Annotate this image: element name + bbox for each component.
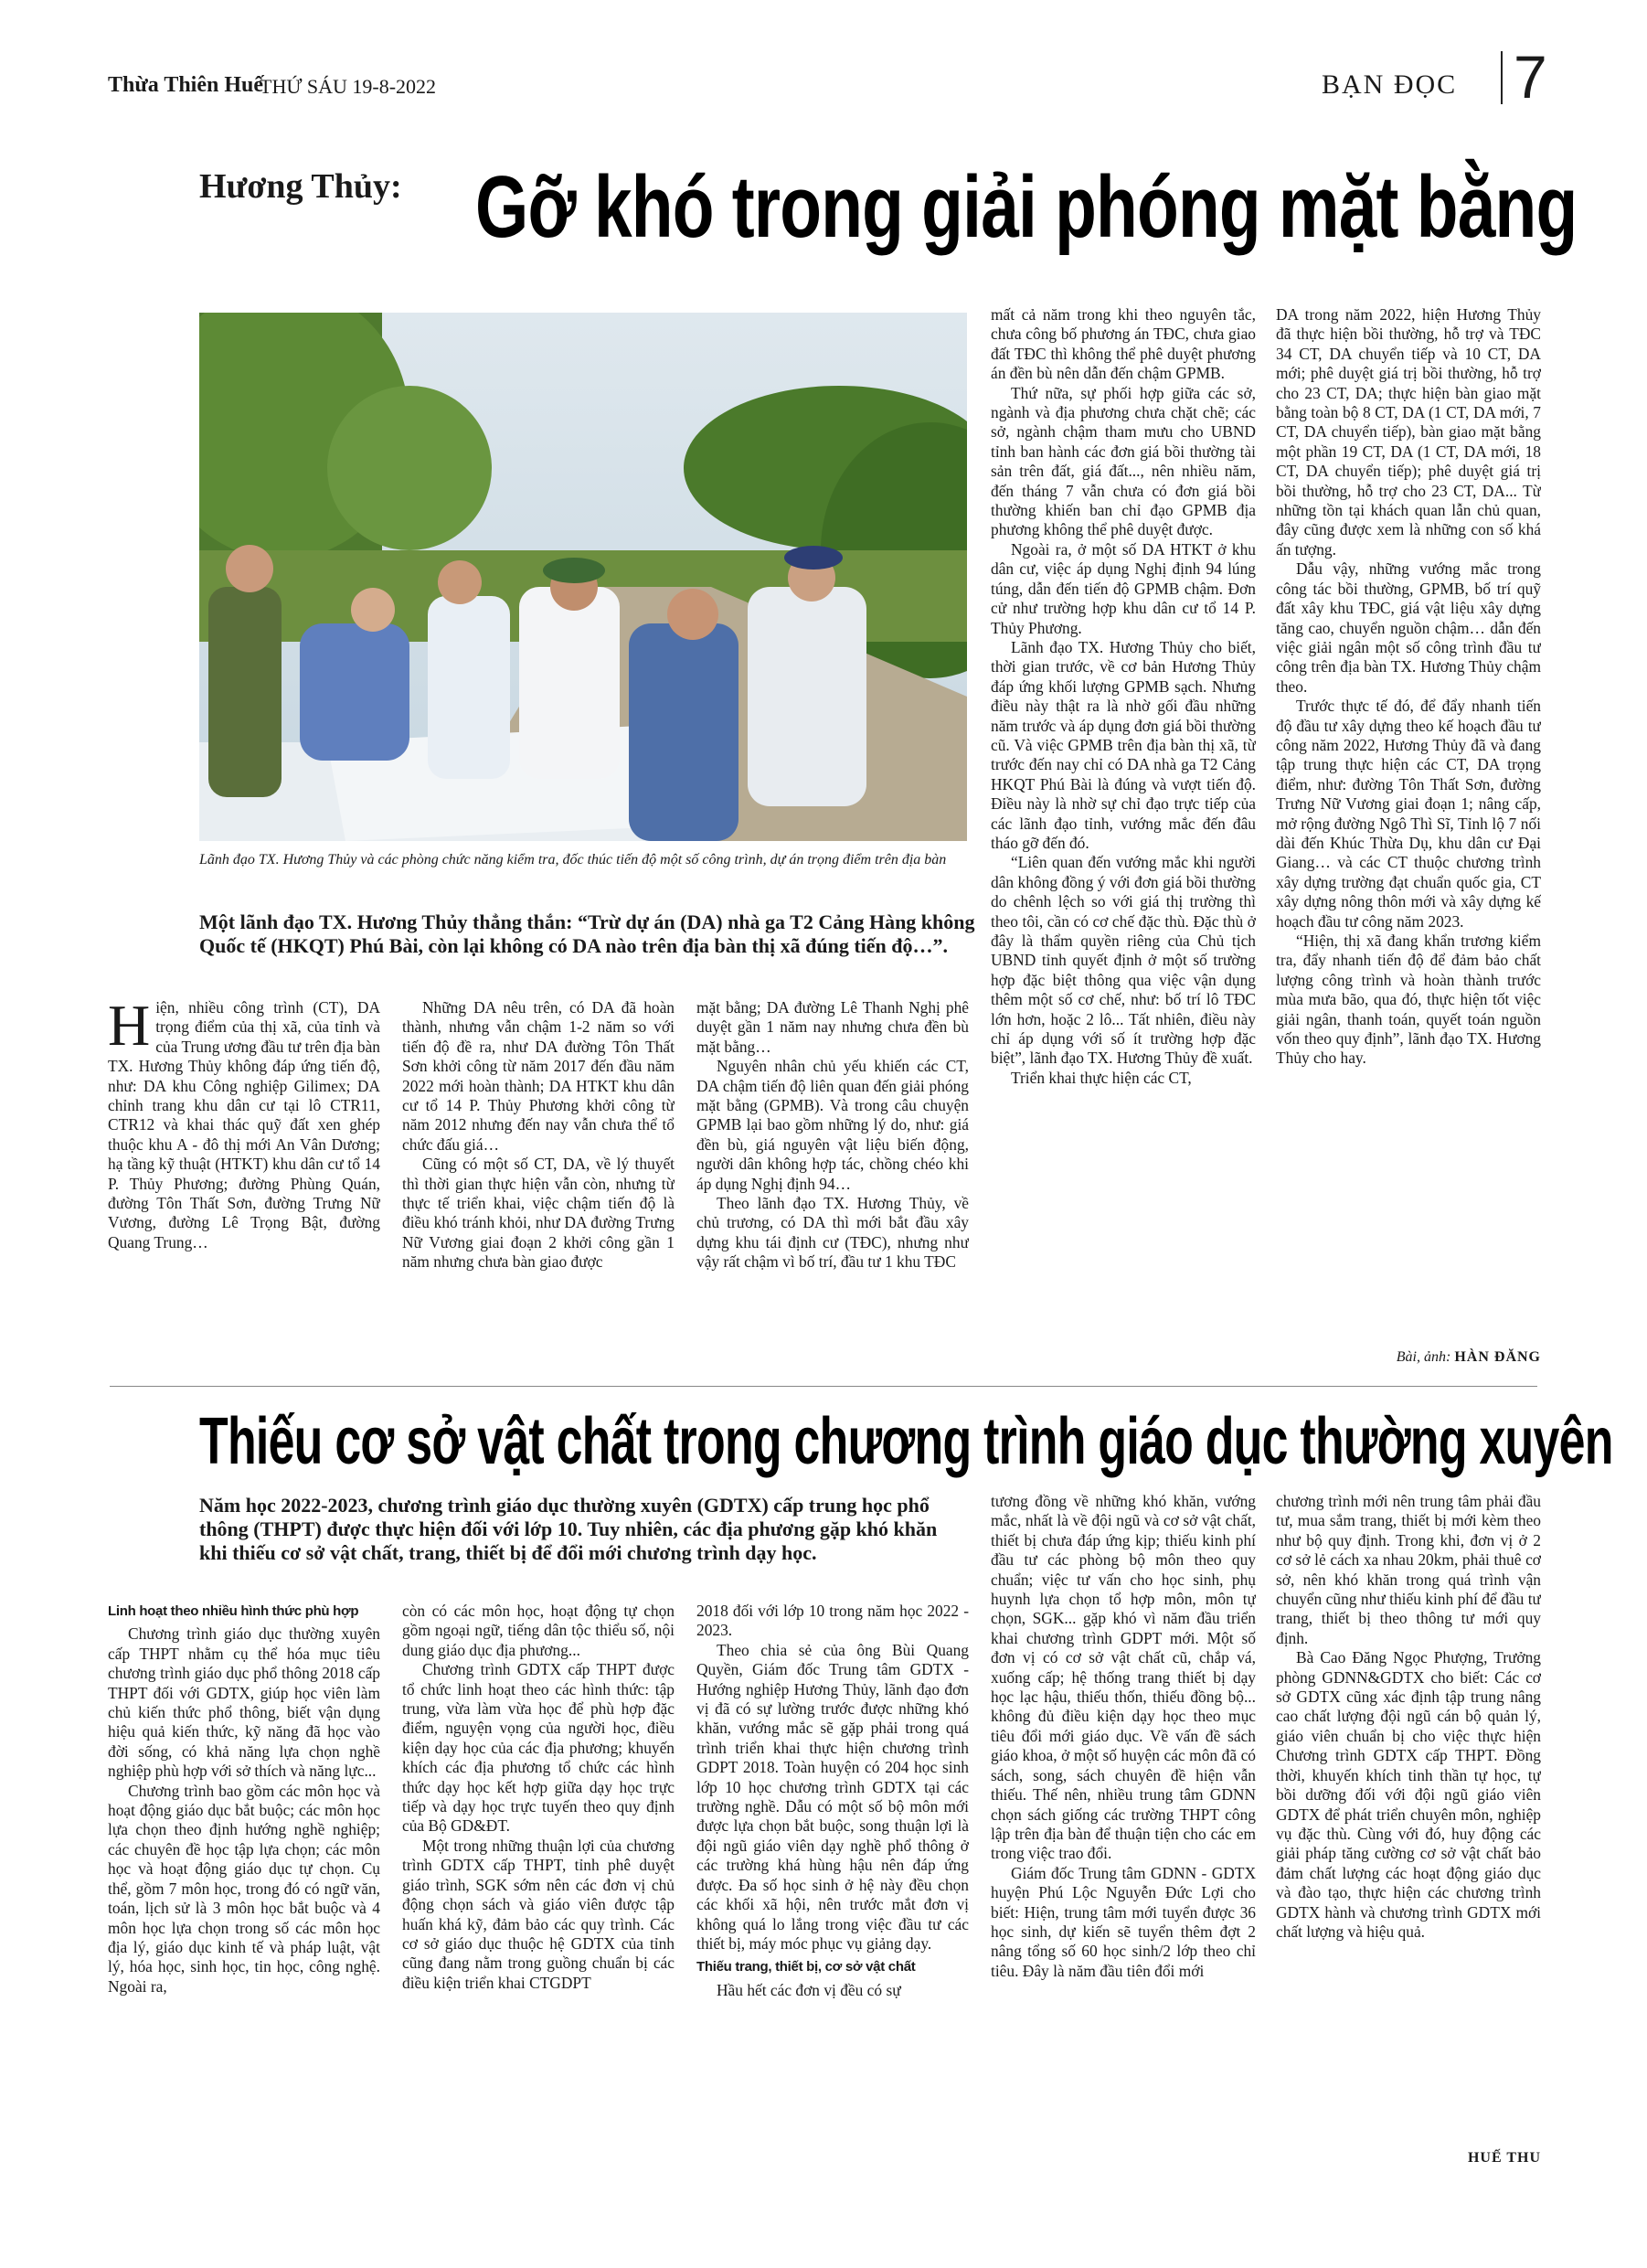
byline-author: HÀN ĐĂNG (1454, 1349, 1541, 1365)
drop-cap: H (108, 998, 151, 1058)
paragraph: Trước thực tế đó, để đẩy nhanh tiến độ đầu tư xây dựng theo kế hoạch đầu tư công năm 2022, Hương Thủy đã và đang tập trung thực hiện các CT, DA trọng điểm, như: đường Tôn Thất Sơn, đường Trưng Nữ Vương giai đoạn 1; nâng cấp, mở rộng đường Ngô Thì Sĩ, Tỉnh lộ 7 nối dài đến Khúc Thừa Dụ, khu dân cư Đại Giang… và các CT thuộc chương trình xây dựng trường đạt chuẩn quốc gia, CT xây dựng nông thôn mới và xây dựng kế hoạch đầu tư công năm 2023. (1276, 697, 1541, 931)
article-column-2 (402, 998, 675, 1379)
article-column-2 (402, 1602, 675, 2150)
paragraph: Nguyên nhân chủ yếu khiến các CT, DA chậm tiến độ liên quan đến giải phóng mặt bằng (GPMB). Và trong câu chuyện GPMB lại bao gồm những lý do, như: giá đền bù, giá nguyên vật liệu biến động, người dân không hợp tác, chồng chéo khi áp dụng Nghị định 94… (696, 1057, 969, 1193)
section-divider (1501, 51, 1503, 104)
paragraph: DA trong năm 2022, hiện Hương Thủy đã thực hiện bồi thường, hỗ trợ và TĐC 34 CT, DA chuyển tiếp và 10 CT, DA mới; phê duyệt giá trị bồi thường, hỗ trợ cho 23 CT, DA; thực hiện bàn giao mặt bằng toàn bộ 8 CT, DA (1 CT, DA mới, 7 CT, DA chuyển tiếp), bàn giao mặt bằng một phần 19 CT, DA (1 CT, DA mới, 18 CT, DA chuyển tiếp); phê duyệt giá trị bồi thường, hỗ trợ cho 23 CT, DA... Từ những tồn tại khách quan lẫn chủ quan, đây cũng được xem là những con số khá ấn tượng. (1276, 305, 1541, 559)
article-headline: Gỡ khó trong giải phóng mặt bằng (475, 158, 1578, 256)
paragraph: Hầu hết các đơn vị đều có sự (717, 1980, 901, 1999)
photo-illustration (199, 313, 967, 841)
paragraph: “Liên quan đến vướng mắc khi người dân không đồng ý với đơn giá bồi thường do chênh lệch so với giá thị trường thì theo tôi, cần có cơ chế đặc thù. Đặc thù ở đây là thẩm quyền riêng của Chủ tịch UBND tỉnh quyết định ở một số trường hợp đặc biệt thông qua việc vận dụng thêm một số cơ chế, như: bố trí lô TĐC lớn hơn, hoặc 2 lô... Tất nhiên, điều này chỉ áp dụng với số ít trường hợp đặc biệt”, lãnh đạo TX. Hương Thủy đề xuất. (991, 853, 1256, 1068)
paragraph: Dẫu vậy, những vướng mắc trong công tác bồi thường, GPMB, bố trí quỹ đất xây khu TĐC, giá vật liệu xây dựng tăng cao, chuyển nguồn chậm… dẫn đến việc giải ngân một số công trình đầu tư công trên địa bàn TX. Hương Thủy chậm theo. (1276, 559, 1541, 696)
article-byline (1280, 2150, 1541, 2167)
news-photo (199, 313, 967, 841)
article-column-1 (108, 1602, 380, 2150)
paragraph: chương trình mới nên trung tâm phải đầu tư, mua sắm trang, thiết bị mới kèm theo như bộ quy định. Trong khi, đơn vị ở 2 cơ sở lẻ cách xa nhau 20km, phải thuê cơ sở, nên khó khăn trong quá trình vận chuyển cũng như thiếu kinh phí để đầu tư trang, thiết bị theo thông tư mới quy định. (1276, 1492, 1541, 1647)
paragraph: Thứ nữa, sự phối hợp giữa các sở, ngành và địa phương chưa chặt chẽ; các sở, ngành chậm tham mưu cho UBND tỉnh ban hành các đơn giá bồi thường tài sản trên đất, giá đất..., nên nhiều năm, đến tháng 7 vẫn chưa có đơn giá bồi thường khiến ban chỉ đạo GPMB địa phương không thể phê duyệt được. (991, 383, 1256, 539)
paragraph (108, 998, 380, 1252)
issue-date: THỨ SÁU 19-8-2022 (260, 75, 437, 98)
page-number: 7 (1514, 43, 1547, 111)
article-column-3 (696, 1602, 969, 2150)
article-byline (1280, 1349, 1541, 1366)
photo-caption: Lãnh đạo TX. Hương Thủy và các phòng chức năng kiểm tra, đốc thúc tiến độ một số công trình, dự án trọng điểm trên địa bàn (199, 852, 947, 868)
paragraph: Một trong những thuận lợi của chương trình GDTX cấp THPT, tỉnh phê duyệt giáo trình, SGK sớm nên các đơn vị chủ động chọn sách và giáo viên được tập huấn khá kỹ, đảm bảo các quy trình. Các cơ sở giáo dục thuộc hệ GDTX của tỉnh cũng đang nằm trong guồng chuẩn bị các điều kiện triển khai CTGDPT (402, 1836, 675, 1992)
paragraph: Triển khai thực hiện các CT, (1011, 1068, 1192, 1087)
byline-prefix: Bài, ảnh: (1396, 1349, 1451, 1365)
section-subhead: Thiếu trang, thiết bị, cơ sở vật chất (696, 1959, 916, 1975)
paragraph: Cũng có một số CT, DA, về lý thuyết thì thời gian thực hiện vẫn còn, nhưng từ thực tế triển khai, việc chậm tiến độ là điều khó tránh khỏi, như DA đường Trưng Nữ Vương giai đoạn 2 khởi công gần 1 năm nhưng chưa bàn giao được (402, 1155, 675, 1272)
paragraph: “Hiện, thị xã đang khẩn trương kiểm tra, đẩy nhanh tiến độ để đảm bảo chất lượng công trình và hoàn thành trước mùa mưa bão, qua đó, thực hiện tốt việc giải ngân, thanh toán, quyết toán nguồn vốn theo quy định”, lãnh đạo TX. Hương Thủy cho hay. (1276, 932, 1541, 1068)
paragraph: Những DA nêu trên, có DA đã hoàn thành, nhưng vẫn chậm 1-2 năm so với tiến độ đề ra, như DA đường Tôn Thất Sơn khởi công từ năm 2017 đến đầu năm 2022 mới hoàn thành; DA HTKT khu dân cư tổ 14 P. Thủy Phương khởi công từ năm 2012 nhưng đến nay vẫn chưa thể tổ chức đấu giá… (402, 998, 675, 1154)
paragraph: Chương trình GDTX cấp THPT được tổ chức linh hoạt theo các hình thức: tập trung, vừa làm vừa học để phù hợp đặc điểm, nguyện vọng của người học, điều kiện dạy học của các địa phương; khuyến khích các địa phương tổ chức các hình thức dạy học kết hợp giữa dạy học trực tiếp và dạy học trực tuyến theo quy định của Bộ GD&ĐT. (402, 1660, 675, 1836)
section-subhead: Linh hoạt theo nhiều hình thức phù hợp (108, 1603, 359, 1619)
paragraph: Bà Cao Đăng Ngọc Phượng, Trưởng phòng GDNN&GDTX cho biết: Các cơ sở GDTX cũng xác định tập trung nâng cao chất lượng đội ngũ cán bộ quản lý, giáo viên chuẩn bị cho việc thực hiện Chương trình GDTX cấp THPT. Đồng thời, khuyến khích tinh thần tự học, tự bồi dưỡng đối với đội ngũ giáo viên GDTX để phát triển chuyên môn, nghiệp vụ đặc thù. Cùng với đó, huy động các giải pháp tăng cường cơ sở vật chất bảo đảm chất lượng các hoạt động giáo dục và đào tạo, thực hiện các chương trình GDTX hành và chương trình GDTX mới chất lượng và hiệu quả. (1276, 1648, 1541, 1941)
paragraph: Ngoài ra, ở một số DA HTKT ở khu dân cư, việc áp dụng Nghị định 94 lúng túng, dẫn đến tiến độ GPMB chậm. Đơn cử như trường hợp khu dân cư tổ 14 P. Thủy Phương. (991, 539, 1256, 637)
paragraph: mất cả năm trong khi theo nguyên tắc, chưa công bố phương án TĐC, chưa giao đất TĐC thì không thể phê duyệt phương án đền bù nên dẫn đến chậm GPMB. (991, 305, 1256, 383)
newspaper-name: Thừa Thiên Huế (108, 73, 264, 97)
section-name: BẠN ĐỌC (1322, 69, 1458, 100)
paragraph: tương đồng về những khó khăn, vướng mắc, nhất là về đội ngũ và cơ sở vật chất, thiết bị chưa đáp ứng kịp; thiếu kinh phí đầu tư các phòng bộ môn theo quy chuẩn; việc tư vấn cho học sinh, phụ huynh lựa chọn tổ hợp môn, môn tự chọn, SGK... gặp khó vì năm đầu triển khai chương trình GDPT mới. Một số đơn vị có cơ sở vật chất cũ, chắp vá, xuống cấp; hệ thống trang thiết bị dạy học lạc hậu, thiếu thốn, thiếu đồng bộ... không đủ điều kiện dạy học theo mục tiêu đổi mới giáo dục. Về vấn đề sách giáo khoa, ở một số huyện các môn đã có sách, song, sách chuyên đề hiện vẫn thiếu. Thế nên, nhiều trung tâm GDNN chọn sách giống các trường THPT công lập trên địa bàn để thuận tiện cho các em trong việc trao đổi. (991, 1492, 1256, 1863)
article-column-4 (991, 1492, 1256, 2150)
paragraph: Theo chia sẻ của ông Bùi Quang Quyền, Giám đốc Trung tâm GDTX - Hướng nghiệp Hương Thủy, lãnh đạo đơn vị đã có sự lường trước được những khó khăn, vướng mắc sẽ gặp phải trong quá trình triển khai thực hiện chương trình GDPT 2018. Toàn huyện có 204 học sinh lớp 10 học chương trình GDTX tại các trường nghề. Dẫu có một số bộ môn mới được lựa chọn bắt buộc, song thuận lợi là đội ngũ giáo viên dạy nghề phổ thông ở các trường khá hùng hậu nên đáp ứng được. Đa số học sinh ở hệ này đều chọn các khối xã hội, nên trước mắt đơn vị không quá lo lắng trong việc đầu tư các thiết bị, máy móc phục vụ giảng dạy. (696, 1640, 969, 1953)
article-sapo: Năm học 2022-2023, chương trình giáo dục thường xuyên (GDTX) cấp trung học phổ thông (THPT) được thực hiện đối với lớp 10. Tuy nhiên, các địa phương gặp khó khăn khi thiếu cơ sở vật chất, trang, thiết bị để đổi mới chương trình dạy học. (199, 1494, 938, 1564)
article-column-3 (696, 998, 969, 1379)
article-column-5 (1276, 1492, 1541, 2146)
article-divider (110, 1386, 1537, 1387)
paragraph: mặt bằng; DA đường Lê Thanh Nghị phê duyệt gần 1 năm nay nhưng chưa đền bù mặt bằng… (696, 998, 969, 1056)
paragraph: Lãnh đạo TX. Hương Thủy cho biết, thời gian trước, về cơ bản Hương Thủy đáp ứng khối lượng GPMB sạch. Nhưng điều này thật ra là nhờ gối đầu những năm trước và áp dụng đơn giá bồi thường cũ. Và việc GPMB trên địa bàn thị xã, từ trước đến nay chỉ có DA nhà ga T2 Cảng HKQT Phú Bài là đúng và vượt tiến độ. Điều này là nhờ sự chỉ đạo trực tiếp của các lãnh đạo tỉnh, vướng mắc đến đâu tháo gỡ đến đó. (991, 637, 1256, 852)
paragraph: Chương trình bao gồm các môn học và hoạt động giáo dục bắt buộc; các môn học lựa chọn theo định hướng nghề nghiệp; các chuyên đề học tập lựa chọn; các môn học và hoạt động giáo dục tự chọn. Cụ thể, gồm 7 môn học, trong đó có ngữ văn, toán, lịch sử là 3 môn học bắt buộc và 4 môn học lựa chọn trong số các môn học địa lý, giáo dục kinh tế và pháp luật, vật lý, hóa học, sinh học, tin học, công nghệ. Ngoài ra, (108, 1781, 380, 1996)
paragraph-text: iện, nhiều công trình (CT), DA trọng điểm của thị xã, của tỉnh và của Trung ương đầu tư trên địa bàn TX. Hương Thủy không đáp ứng tiến độ, như: DA khu Công nghiệp Gilimex; DA chỉnh trang khu dân cư tại lô CTR11, CTR12 và khai thác quỹ đất xen ghép thuộc khu A - đô thị mới An Vân Dương; hạ tầng kỹ thuật (HTKT) khu dân cư tổ 14 P. Thủy Phương; đường Phùng Quán, đường Tôn Thất Sơn, đường Trưng Nữ Vương, đường Lê Trọng Bật, đường Quang Trung… (108, 998, 380, 1251)
paragraph: Giám đốc Trung tâm GDNN - GDTX huyện Phú Lộc Nguyễn Đức Lợi cho biết: Hiện, trung tâm mới tuyển được 36 học sinh, dự kiến sẽ tuyển thêm đợt 2 nâng tổng số 60 học sinh/2 lớp theo chỉ tiêu. Đây là năm đầu tiên đổi mới (991, 1863, 1256, 1980)
article-column-4 (991, 305, 1256, 1379)
article-column-5 (1276, 305, 1541, 1347)
byline-author: HUẾ THU (1467, 2150, 1541, 2166)
article-column-1 (108, 998, 380, 1379)
paragraph: 2018 đối với lớp 10 trong năm học 2022 - 2023. (696, 1602, 969, 1640)
article-kicker: Hương Thủy: (199, 167, 402, 206)
paragraph: Theo lãnh đạo TX. Hương Thủy, về chủ trương, có DA thì mới bắt đầu xây dựng khu tái định cư (TĐC), nhưng như vậy rất chậm vì bố trí, đầu tư 1 khu TĐC (696, 1194, 969, 1272)
article-headline: Thiếu cơ sở vật chất trong chương trình giáo dục thường xuyên (199, 1405, 1613, 1478)
article-sapo: Một lãnh đạo TX. Hương Thủy thẳng thắn: “Trừ dự án (DA) nhà ga T2 Cảng Hàng không Quốc tế (HKQT) Phú Bài, còn lại không có DA nào trên địa bàn thị xã đúng tiến độ…”. (199, 910, 975, 957)
paragraph: còn có các môn học, hoạt động tự chọn gồm ngoại ngữ, tiếng dân tộc thiểu số, nội dung giáo dục địa phương... (402, 1602, 675, 1659)
paragraph: Chương trình giáo dục thường xuyên cấp THPT nhằm cụ thể hóa mục tiêu chương trình giáo dục phổ thông 2018 cấp THPT đối với GDTX, giúp học viên làm chủ kiến thức phổ thông, biết vận dụng hiệu quả kiến thức, kỹ năng đã học vào đời sống, có khả năng lựa chọn nghề nghiệp phù hợp với sở thích và năng lực... (108, 1624, 380, 1781)
